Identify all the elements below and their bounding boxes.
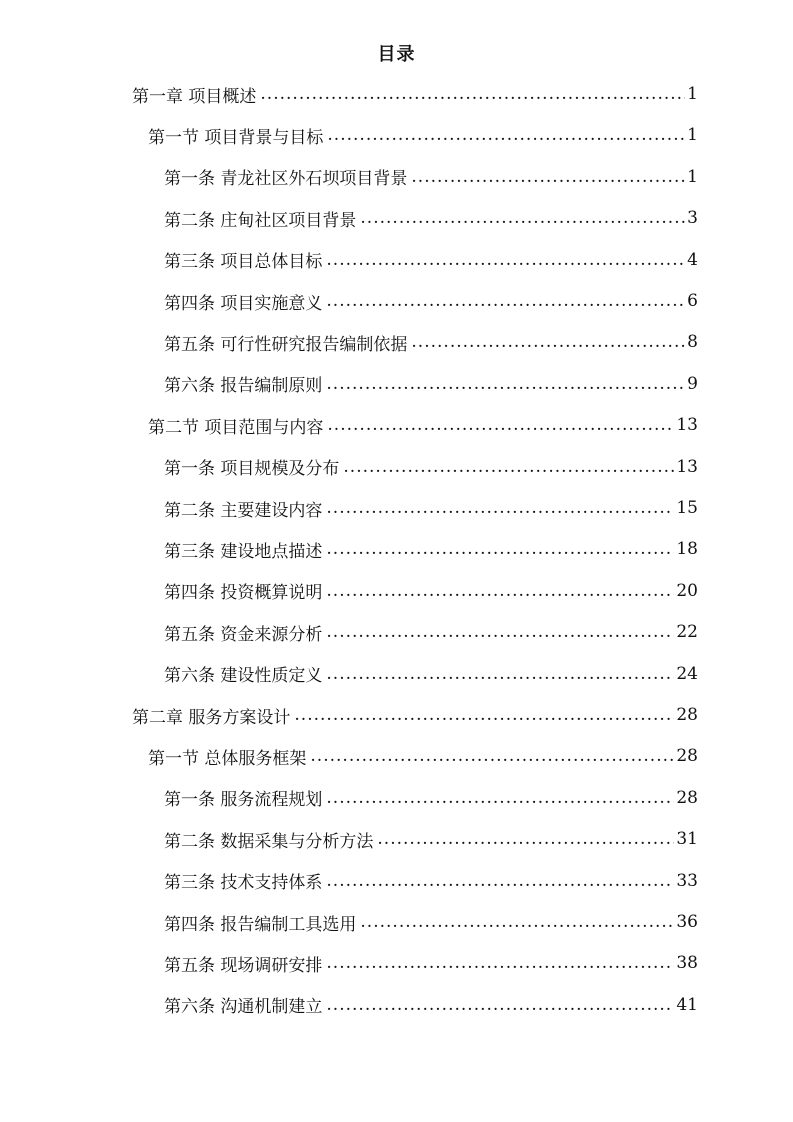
- toc-entry-article[interactable]: [164, 777, 698, 819]
- toc-entry-page: 33: [676, 870, 698, 891]
- toc-entry-article[interactable]: [164, 611, 698, 653]
- toc-entry-page: 15: [676, 498, 698, 518]
- toc-entry-chapter[interactable]: [132, 694, 698, 736]
- toc-entry-page: 1: [687, 125, 698, 146]
- toc-entry-article[interactable]: [164, 860, 698, 902]
- toc-leader-dots: [294, 705, 674, 725]
- toc-entry-label: 第二条 庄甸社区项目背景: [164, 210, 357, 231]
- toc-entry-label: 第一章 项目概述: [132, 86, 257, 107]
- toc-entry-section[interactable]: [148, 735, 698, 777]
- toc-leader-dots: [343, 457, 674, 477]
- toc-leader-dots: [411, 332, 685, 352]
- toc-entry-section[interactable]: [148, 114, 698, 156]
- toc-title: 目录: [377, 44, 416, 65]
- toc-leader-dots: [326, 539, 674, 559]
- toc-entry-label: 第五条 资金来源分析: [164, 624, 323, 645]
- toc-entry-label: 第一节 项目背景与目标: [148, 127, 324, 148]
- toc-entry-chapter[interactable]: [132, 73, 698, 115]
- toc-leader-dots: [326, 995, 674, 1015]
- toc-entry-label: 第六条 沟通机制建立: [164, 997, 323, 1018]
- toc-entry-page: 4: [687, 249, 698, 270]
- toc-entry-page: 18: [676, 539, 698, 560]
- toc-leader-dots: [326, 374, 685, 394]
- toc-entry-label: 第三条 技术支持体系: [164, 873, 323, 894]
- toc-entry-page: 36: [676, 912, 698, 932]
- toc-leader-dots: [327, 415, 674, 435]
- toc-entry-label: 第四条 投资概算说明: [164, 583, 323, 604]
- toc-entry-label: 第一条 服务流程规划: [164, 790, 323, 811]
- toc-entry-page: 13: [676, 415, 698, 436]
- toc-entry-page: 31: [676, 829, 698, 850]
- toc-entry-page: 8: [687, 332, 698, 353]
- toc-entry-label: 第二章 服务方案设计: [132, 707, 291, 728]
- toc-entry-page: 22: [676, 622, 698, 643]
- toc-leader-dots: [326, 250, 685, 270]
- toc-entry-article[interactable]: [164, 487, 698, 529]
- toc-entry-article[interactable]: [164, 653, 698, 695]
- toc-leader-dots: [327, 125, 685, 145]
- toc-entry-page: 3: [687, 208, 698, 229]
- toc-leader-dots: [360, 912, 674, 932]
- toc-entry-page: 41: [676, 994, 698, 1015]
- toc-entry-label: 第一条 青龙社区外石坝项目背景: [164, 169, 408, 190]
- toc-entry-article[interactable]: [164, 280, 698, 322]
- toc-leader-dots: [310, 746, 674, 766]
- toc-leader-dots: [326, 291, 685, 311]
- toc-entry-page: 1: [687, 84, 698, 104]
- toc-entry-label: 第六条 报告编制原则: [164, 376, 323, 397]
- toc-entry-label: 第二条 主要建设内容: [164, 500, 323, 521]
- toc-entry-article[interactable]: [164, 901, 698, 943]
- toc-entry-page: 6: [687, 291, 698, 311]
- toc-entry-page: 13: [676, 456, 698, 477]
- toc-leader-dots: [326, 498, 674, 518]
- toc-entry-label: 第五条 现场调研安排: [164, 955, 323, 976]
- toc-entry-article[interactable]: [164, 818, 698, 860]
- toc-entry-label: 第五条 可行性研究报告编制依据: [164, 334, 408, 355]
- toc-entry-page: 20: [676, 580, 698, 601]
- toc-entry-page: 28: [676, 746, 698, 767]
- toc-leader-dots: [411, 167, 685, 187]
- toc-entry-label: 第三条 项目总体目标: [164, 252, 323, 273]
- toc-entry-label: 第一条 项目规模及分布: [164, 459, 340, 480]
- toc-leader-dots: [360, 208, 685, 228]
- toc-entry-label: 第四条 报告编制工具选用: [164, 914, 357, 935]
- toc-entry-page: 24: [676, 663, 698, 684]
- toc-entry-article[interactable]: [164, 942, 698, 984]
- toc-entry-label: 第三条 建设地点描述: [164, 541, 323, 562]
- toc-leader-dots: [326, 871, 674, 891]
- toc-entry-section[interactable]: [148, 404, 698, 446]
- toc-leader-dots: [377, 829, 674, 849]
- toc-leader-dots: [326, 581, 674, 601]
- toc-entry-page: 1: [687, 166, 698, 187]
- toc-entry-label: 第四条 项目实施意义: [164, 293, 323, 314]
- toc-entry-article[interactable]: [164, 570, 698, 612]
- toc-entry-article[interactable]: [164, 446, 698, 488]
- toc-leader-dots: [326, 953, 674, 973]
- toc-entry-article[interactable]: [164, 984, 698, 1026]
- toc-leader-dots: [260, 84, 685, 104]
- toc-entry-article[interactable]: [164, 239, 698, 281]
- toc-entry-page: 38: [676, 953, 698, 974]
- toc-leader-dots: [326, 622, 674, 642]
- toc-entry-label: 第二节 项目范围与内容: [148, 417, 324, 438]
- toc-entry-article[interactable]: [164, 363, 698, 405]
- toc-entry-article[interactable]: [164, 156, 698, 198]
- toc-entry-page: 28: [676, 787, 698, 808]
- toc-entry-label: 第六条 建设性质定义: [164, 666, 323, 687]
- toc-entry-page: 28: [676, 705, 698, 725]
- toc-entry-label: 第二条 数据采集与分析方法: [164, 831, 374, 852]
- toc-leader-dots: [326, 788, 674, 808]
- toc-entry-article[interactable]: [164, 528, 698, 570]
- toc-entry-article[interactable]: [164, 197, 698, 239]
- toc-leader-dots: [326, 664, 674, 684]
- toc-entry-article[interactable]: [164, 321, 698, 363]
- toc-entry-label: 第一节 总体服务框架: [148, 748, 307, 769]
- toc-entry-page: 9: [687, 373, 698, 394]
